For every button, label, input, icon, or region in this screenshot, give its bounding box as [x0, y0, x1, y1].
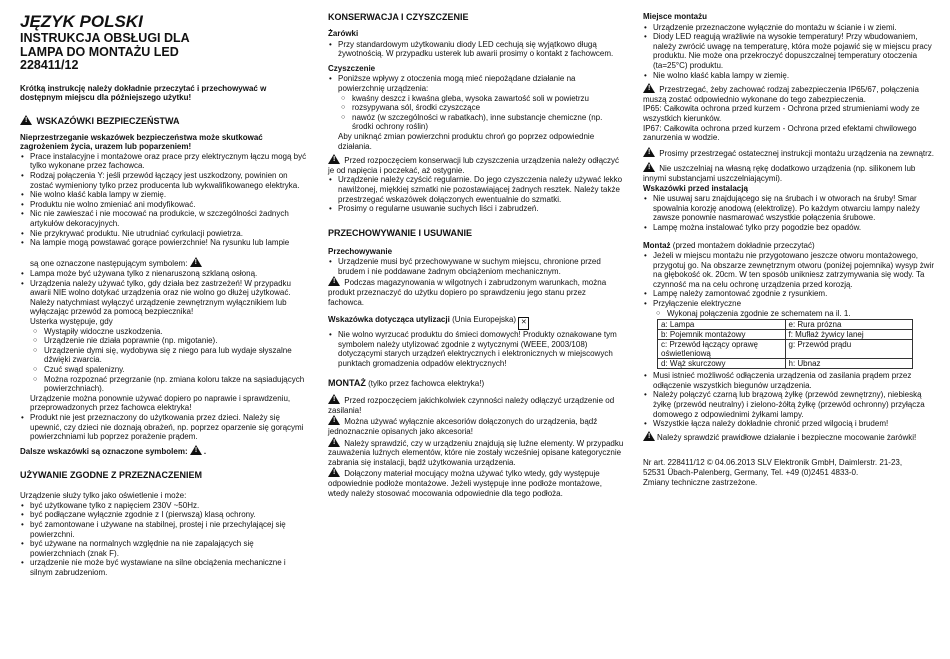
list-item: ○ Wystąpiły widoczne uszkodzenia. [44, 327, 310, 337]
column-2 [328, 10, 624, 498]
cleaning-list [328, 74, 624, 151]
list-item: ○ Można rozpoznać przegrzanie (np. zmiana koloru takze na sąsiadujących powierzchniach). [44, 375, 310, 394]
check-warning: !Należy sprawdzić prawidłowe działanie i bezpieczne mocowanie żarówki! [643, 431, 935, 443]
safety-heading: ! WSKAZÓWKI BEZPIECZEŃSTWA [20, 115, 310, 127]
list-item: • Nie wolno wyrzucać produktu do śmieci domowych! Produkty oznakowane tym symbolem należy utylizować zgodnie z wytycznymi (WEEE, 2003/108) dotyczącymi starych urządzeń elektrycznych i elektronicznych w miejscowych punktach gromadzenia odpadów elektrycznych! [338, 330, 624, 368]
warning-icon [190, 445, 202, 455]
safety-warning: Nieprzestrzeganie wskazówek bezpieczeństwa może skutkować zagrożeniem życia, urazem lub poparzeniem! [20, 132, 263, 152]
cleaning-warning: ! Przed rozpoczęciem konserwacji lub czyszczenia urządzenia należy odłączyć je od napięcia i poczekać, aż ostygnie. [328, 154, 624, 175]
warning-icon [643, 162, 655, 172]
connection-table [657, 319, 913, 369]
list-item: • Prosimy o regularne usuwanie suchych liści i zabrudzeń. [338, 204, 624, 214]
list-item: • Nie wolno kłaść kabla lampy w ziemię. [653, 71, 935, 81]
ip65-text: IP65: Całkowita ochrona przed kurzem - Ochrona przed strumieniami wody ze wszystkich kierunków. [643, 104, 920, 123]
warning-icon [328, 437, 340, 447]
intro-text: Krótką instrukcję należy dokładnie przeczytać i przechowywać w dostępnym miejscu dla późniejszego użytku! [20, 83, 267, 103]
warning-icon [643, 83, 655, 93]
list-item: ○ nawóz (w szczególności w rabatkach), inne substancje chemiczne (np. środki ochrony roślin) [352, 113, 624, 132]
warning-icon [328, 394, 340, 404]
install-heading: Wskazówki przed instalacją [643, 183, 748, 193]
list-item: • Na lampie mogą powstawać gorące powierzchnie! Na rysunku lub lampie są one oznaczone następującym symbolem: ! [30, 238, 310, 269]
warning-icon [643, 147, 655, 157]
list-item: • urządzenie nie może być wystawiane na silne obciążenia mechaniczne i silnym zabrudzeniom. [30, 558, 310, 577]
table-row: b: Pojemnik montażowy f: Mufłaż żywicy lanej [658, 330, 913, 340]
list-item: • Urządzenie należy czyścić regularnie. Do jego czyszczenia należy używać lekko nawilżonej, miękkiej szmatki nie pozostawiającej żadnych resztek. Należy także przestrzegać wskazówek dołączonych ewentualnie do szmatki. [338, 175, 624, 204]
list-item: ○ kwaśny deszcz i kwaśna gleba, wysoka zawartość soli w powietrzu [352, 94, 624, 104]
list-item: ○ Wykonaj połączenia zgodnie ze schematem na il. 1. [667, 309, 935, 319]
list-item: • być podłączane wyłącznie zgodnie z I (pierwszą) klasą ochrony. [30, 510, 310, 520]
list-item: • być zamontowane i używane na stabilnej, prostej i nie przechylającej się powierzchni. [30, 520, 310, 539]
list-item: ○ Urządzenie nie działa poprawnie (np. migotanie). [44, 336, 310, 346]
warning-icon [328, 467, 340, 477]
list-item: • być używane na normalnych względnie na nie zapalających się powierzchniach (znak F). [30, 539, 310, 558]
document-title: INSTRUKCJA OBSŁUGI DLA LAMPA DO MONTAŻU LED 228411/12 [20, 31, 190, 72]
cleaning-heading: Czyszczenie [328, 63, 376, 73]
storage-subheading: Przechowywanie [328, 246, 393, 256]
defect-list [30, 327, 310, 394]
list-item: • Przy standardowym użytkowaniu diody LED cechują się wyjątkowo długą żywotnością. W przypadku usterek lub awarii prosimy o kontakt z fachowcem. [338, 40, 624, 59]
use-list [20, 501, 310, 578]
mount-warning: ! Przed rozpoczęciem jakichkolwiek czynności należy odłączyć urządzenie od zasilania! [328, 394, 624, 415]
list-item: • Musi istnieć możliwość odłączenia urządzenia od zasilania prądem przez odłączenie wszystkich biegunów urządzenia. [653, 371, 935, 390]
list-item: • Rodzaj połączenia Y: jeśli przewód łączący jest uszkodzony, powinien on zostać wymieniony tylko przez producenta lub wykwalifikowanego elektryka. [30, 171, 310, 190]
list-item: • Urządzenie przeznaczone wyłącznie do montażu w ścianie i w ziemi. [653, 23, 935, 33]
weee-bin-icon: ✕ [518, 317, 529, 330]
care-heading: KONSERWACJA I CZYSZCZENIE [328, 12, 469, 22]
list-item: ○ Urządzenie dymi się, wydobywa się z niego para lub wydaje słyszalne dźwięki zwarcia. [44, 346, 310, 365]
list-item: • Wszystkie łącza należy dokładnie chronić przed wilgocią i brudem! [653, 419, 935, 429]
cleaning-list-2 [328, 175, 624, 213]
cable-warning: ! Nie uszczelniaj na własną rękę dodatkowo urządzenia (np. silikonem lub innymi substancjami uszczelniającymi). [643, 162, 935, 183]
column-3 [643, 10, 935, 487]
montage-list [643, 251, 935, 318]
location-list [643, 23, 935, 81]
language-heading: JĘZYK POLSKI [20, 12, 143, 31]
list-item: • Nie przykrywać produktu. Nie utrudniać cyrkulacji powietrza. [30, 229, 310, 239]
mount-warning: ! Dołączony materiał mocujący można używać tylko wtedy, gdy występuje odpowiednie podłoże montażowe. Jeżeli występuje inne podłoże montażowe, wtedy należy stosować mocowania odpowiednie dla tego podłoża. [328, 467, 624, 498]
storage-list [328, 257, 624, 276]
warning-icon [643, 431, 655, 441]
mount-warning: ! Można używać wyłącznie akcesoriów dołączonych do urządzenia, bądź jednoznacznie opisanych jako akcesoria! [328, 415, 624, 436]
table-row: a: Lampa e: Rura prózna [658, 320, 913, 330]
list-item: ○ rozsypywana sól, środki czyszczące [352, 103, 624, 113]
bulbs-list [328, 40, 624, 59]
table-row: d: Wąż skurczowy h: Ubnaz [658, 359, 913, 369]
list-item: • Lampa może być używana tylko z nienaruszoną szklaną osłoną. [30, 269, 310, 279]
safety-list [20, 152, 310, 442]
disposal-heading: Wskazówka dotycząca utylizacji (Unia Europejska) ✕ [328, 315, 624, 330]
further-warnings: Dalsze wskazówki są oznaczone symbolem: ! . [20, 445, 310, 457]
footer: Nr art. 228411/12 © 04.06.2013 SLV Elektronik GmbH, Daimlerstr. 21-23, 52531 Übach-Palenberg, Germany, Tel. +49 (0)2451 4833-0. Zmiany techniczne zastrzeżone. [643, 458, 903, 487]
use-intro: Urządzenie służy tylko jako oświetlenie i może: [20, 491, 187, 501]
hot-surface-icon [190, 257, 202, 267]
list-item: • Poniższe wpływy z otoczenia mogą mieć niepożądane działanie na powierzchnię urządzenia: ○ kwaśny deszcz i kwaśna gleba, wysoka zawartość soli w powietrzu ○ rozsypywana sól, środki czyszczące ○ nawóz (w szczególności w rabatkach), inne substancje chemiczne (np. środki ochrony roślin) Aby uniknąć zmian powierzchni produktu chroń go poprzez odpowiednie działania. [338, 74, 624, 151]
list-item: • Produktu nie wolno zmieniać ani modyfikować. [30, 200, 310, 210]
storage-heading: PRZECHOWYWANIE I USUWANIE [328, 227, 473, 238]
final-warning: ! Prosimy przestrzegać ostatecznej instrukcji montażu urządzenia na zewnątrz. [643, 147, 935, 159]
list-item: • Nie wolno kłaść kabla lampy w ziemię. [30, 190, 310, 200]
warning-icon [328, 415, 340, 425]
list-item: • Jeżeli w miejscu montażu nie przygotowano jeszcze otworu montażowego, przygotuj go. Na obszarze zewnętrznym otworu (poniżej pojemnika) wysyp żwir na głębokość ok. 20cm. W ten sposób unikniesz zatrzymywania się wody. Ta czynność ma na celu ochronę urządzenia przed korozją. [653, 251, 935, 289]
ip-warning: ! Przestrzegać, żeby zachować rodzaj zabezpieczenia IP65/67, połączenia muszą zostać odpowiednio wykonane do tego zabezpieczenia. [643, 83, 935, 104]
montage-heading: Montaż (przed montażem dokładnie przeczytać) [643, 241, 815, 251]
list-item: • być użytkowane tylko z napięciem 230V ~50Hz. [30, 501, 310, 511]
list-item: • Nie usuwaj saru znajdującego się na śrubach i w otworach na śruby! Smar spowalnia korozję anodową (elektrolizę). Po każdym otwarciu lampy należy zawsze ponownie nasmarować wszystkie połączenia śrubowe. [653, 194, 935, 223]
bulbs-heading: Żarówki [328, 29, 359, 38]
warning-icon [328, 276, 340, 286]
list-item: • Urządzenia należy używać tylko, gdy działa bez zastrzeżeń! W przypadku awarii NIE wolno dotykać urządzenia oraz nie wolno go dłużej użytkować. Należy natychmiast wyłączyć urządzenie zewnętrznym wyłącznikiem lub wyłączając przewód za pomocą bezpiecznika! Usterka występuje, gdy ○ Wystąpiły widoczne uszkodzenia. ○ Urządzenie nie działa poprawnie (np. migotanie). ○ Urządzenie dymi się, wydobywa się z niego para lub wydaje słyszalne dźwięki zwarcia. ○ Czuć swąd spalenizny. ○ Można rozpoznać przegrzanie (np. zmiana koloru takze na sąsiadujących powierzchniach). Urządzenie można ponownie używać dopiero po naprawie i sprawdzeniu, przeprowadzonych przez fachowca elektryka! [30, 279, 310, 413]
warning-icon [328, 154, 340, 164]
install-list [643, 194, 935, 232]
list-item: • Prace instalacyjne i montażowe oraz prace przy elektrycznym łączu mogą być tylko wykonane przez fachowca. [30, 152, 310, 171]
list-item: • Urządzenie musi być przechowywane w suchym miejscu, chronione przed brudem i nie poddawane żadnym obciążeniom mechanicznym. [338, 257, 624, 276]
storage-warning: ! Podczas magazynowania w wilgotnych i zabrudzonym warunkach, można produkt przeznaczyć do użytku dopiero po sprawdzeniu jego stanu przez fachowca. [328, 276, 624, 307]
table-row: c: Przewód łączący oprawę oświetleniową g: Przewód prądu [658, 340, 913, 359]
use-heading: UŻYWANIE ZGODNE Z PRZEZNACZENIEM [20, 470, 202, 481]
list-item: • Przyłączenie elektryczne ○ Wykonaj połączenia zgodnie ze schematem na il. 1. [653, 299, 935, 318]
mount-warning: ! Należy sprawdzić, czy w urządzeniu znajdują się luźne elementy. W przypadku zauważenia luźnych elementów, które nie zostały wcześniej opisane kategorycznie zabrania się instalacji, bądź użytkowania urządzenia. [328, 437, 624, 468]
list-item: • Produkt nie jest przeznaczony do użytkowania przez dzieci. Należy się upewnić, czy dzieci nie doznają obrażeń, np. poprzez oparzenie się gorącymi powierzchniami lub poprzez porażenie prądem. [30, 413, 310, 442]
list-item: • Diody LED reagują wrażliwie na wysokie temperatury! Przy wbudowaniem, należy zwrócić uwagę na temperaturę, która może pojawić się w miejscu pracy produktu. Nie może ona przekroczyć dopuszczalnej temperatury otoczenia (ta=25°C) produktu. [653, 32, 935, 70]
disposal-list [328, 330, 624, 368]
column-1 [20, 10, 310, 578]
list-item: • Należy połączyć czarną lub brązową żyłkę (przewód zewnętrzny), niebieską żyłkę (przewód neutralny) i zielono-żółtą żyłkę (przewód ochronny) przyłącza domowego z odpowiednimi żyłkami lampy. [653, 390, 935, 419]
warning-icon [20, 115, 32, 125]
list-item: ○ Czuć swąd spalenizny. [44, 365, 310, 375]
montage-list-2 [643, 371, 935, 429]
location-heading: Miejsce montażu [643, 12, 708, 21]
list-item: • Lampę należy zamontować zgodnie z rysunkiem. [653, 289, 935, 299]
mount-heading: MONTAŻ (tylko przez fachowca elektryka!) [328, 377, 485, 388]
list-item: • Lampę można instalować tylko przy pogodzie bez opadów. [653, 223, 935, 233]
ip67-text: IP67: Całkowita ochrona przed kurzem - Ochrona przed efektami chwilowego zanurzenia w wodzie. [643, 123, 917, 143]
list-item: • Nic nie zawieszać i nie mocować na produkcie, w szczególności żadnych artykułów dekoracyjnych. [30, 209, 310, 228]
